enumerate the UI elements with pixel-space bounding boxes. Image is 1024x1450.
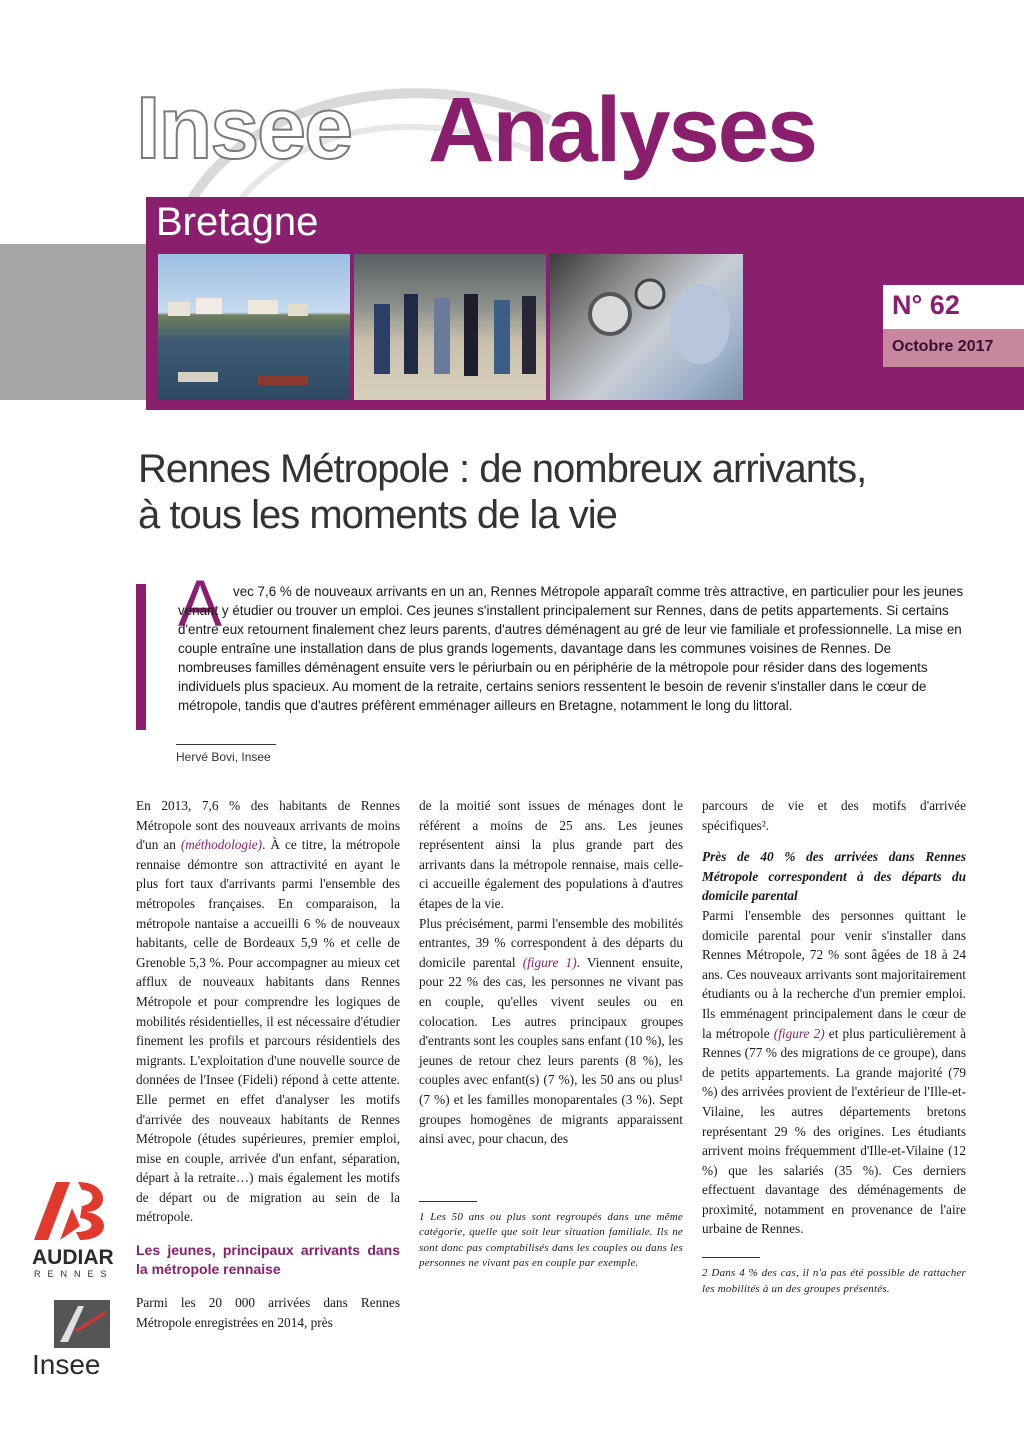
- footnote-rule: [702, 1257, 760, 1258]
- paragraph-groups: [419, 914, 683, 1149]
- paragraph-intro: [136, 796, 400, 1227]
- text-run: Parmi l'ensemble des personnes quittant le domicile parental pour venir s'installer dans Rennes Métropole, 72 % sont âgées de 18 à 24 ans. Ces nouveaux arrivants sont majoritairement étudiants ou à la recherche d'un premier emploi. Ils emménagent principalement dans le cœur de la métropole: [702, 907, 966, 1041]
- text-run: et plus particulièrement à Rennes (77 % des migrations de ce groupe), dans de petits appartements. La grande majorité (79 %) des arrivées provient de l'extérieur de l'Ille-et-Vilaine, les autres départements bretons représentant 29 % des origines. Les étudiants arrivent moins fréquemment d'Ille-et-Vilaine (12 %) que les salariés (35 %). Ces derniers effectuent davantage des déménagements de proximité, notamment en provenance de l'aire urbaine de Rennes.: [702, 1025, 966, 1237]
- text-run: Plus précisément, parmi l'ensemble des mobilités entrantes, 39 % correspondent à des départs du domicile parental: [419, 915, 683, 970]
- methodology-link[interactable]: (méthodologie): [180, 837, 263, 853]
- harbour-photo: [158, 254, 350, 400]
- issue-number: N° 62: [892, 290, 960, 320]
- author: Hervé Bovi, Insee: [176, 750, 271, 764]
- lead-text: vec 7,6 % de nouveaux arrivants en un an, Rennes Métropole apparaît comme très attractive, en particulier pour les jeunes venant y étudier ou trouver un emploi. Ces jeunes s'installent principalement sur Rennes, dans de petits appartements. Si certains d'entre eux retournent finalement chez leurs parents, d'autres déménagent au gré de leur vie familiale et professionnelle. La mise en couple entraîne une installation dans de plus grands logements, davantage dans les communes voisines de Rennes. De nombreuses familles déménagent ensuite vers le périurbain ou en périphérie de la métropole pour résider dans des logements individuels plus spacieux. Au moment de la retraite, certains seniors ressentent le besoin de revenir s'installer dans le cœur de métropole, tandis que d'autres préfèrent emménager ailleurs en Bretagne, notamment le long du littoral.: [178, 584, 964, 713]
- body-column-1: [136, 796, 400, 1332]
- masthead: [0, 0, 1024, 410]
- title-line-1: Rennes Métropole : de nombreux arrivants,: [138, 447, 867, 491]
- paragraph-arrivals: Parmi les 20 000 arrivées dans Rennes Métropole enregistrées en 2014, près: [136, 1295, 400, 1330]
- footnote-2: 2 Dans 4 % des cas, il n'a pas été possible de rattacher les mobilités à un des groupes présentés.: [702, 1267, 966, 1295]
- text-run: . Viennent ensuite, pour 22 % des cas, les personnes ne vivant pas en couple, qu'elles vivent seules ou en colocation. Les autres principaux groupes d'entrants sont les couples sans enfant (10 %), les jeunes de retour chez leurs parents (8 %), les couples avec enfant(s) (7 %), les 50 ans ou plus¹ (7 %) et les familles monoparentales (3 %). Sept groupes homogènes de migrants apparaissent ainsi avec, pour chacun, des: [419, 954, 683, 1147]
- figure-1-link[interactable]: (figure 1): [522, 954, 577, 970]
- brand-analyses: Analyses: [428, 79, 817, 181]
- paragraph-continuation: parcours de vie et des motifs d'arrivée spécifiques².: [702, 798, 966, 833]
- text-run: . À ce titre, la métropole rennaise démontre son attractivité en ayant le plus fort taux d'arrivants parmi l'ensemble des métropoles françaises. En comparaison, la métropole nantaise a accueilli 6 % de nouveaux habitants, celle de Bordeaux 5,9 % et celle de Grenoble 5,3 %. Pour accompagner au mieux cet afflux de nouveaux habitants dans Rennes Métropole et pour comprendre les logiques de mobilités résidentielles, il est nécessaire d'étudier finement les profils et parcours résidentiels des migrants. L'exploitation d'une nouvelle source de données de l'Insee (Fideli) répond à cette attente. Elle permet en effet d'analyser les motifs d'arrivée des nouveaux habitants de Rennes Métropole (études supérieures, premier emploi, mise en couple, arrivée d'un enfant, séparation, départ à la retraite…) mais également les motifs de départ ou de migration au sein de la métropole.: [136, 837, 400, 1225]
- article-title: [138, 446, 968, 538]
- lead-accent-bar: [136, 584, 146, 730]
- paragraph-young: de la moitié sont issues de ménages dont le référent a moins de 25 ans. Les jeunes représentent ainsi la plus grande part des arrivants dans la métropole rennaise, mais celle-ci accueille également des populations à d'autres étapes de la vie.: [419, 798, 683, 911]
- footnote-1: 1 Les 50 ans ou plus sont regroupés dans une même catégorie, quelle que soit leur situation familiale. Ils ne sont donc pas comptabilisés dans les couples ou dans les personnes ne vivant pas en couple par exemple.: [419, 1210, 683, 1270]
- figure-2-link[interactable]: (figure 2): [773, 1025, 825, 1041]
- brand-insee: Insee: [136, 78, 352, 177]
- region-label: Bretagne: [156, 200, 319, 244]
- audiar-city: RENNES: [34, 1269, 114, 1279]
- audiar-logo-icon: [30, 1178, 114, 1244]
- lead-paragraph: [178, 582, 968, 715]
- insee-logo-icon: [54, 1300, 110, 1348]
- author-rule: [176, 744, 276, 745]
- students-photo: [354, 254, 546, 400]
- lead-dropcap: A: [178, 566, 223, 640]
- title-line-2: à tous les moments de la vie: [138, 493, 617, 537]
- laboratory-photo: [550, 254, 743, 400]
- audiar-name: AUDIAR: [32, 1246, 114, 1269]
- insee-name: Insee: [32, 1349, 101, 1380]
- body-column-2: [419, 796, 683, 1272]
- issue-date: Octobre 2017: [892, 338, 994, 355]
- section-heading-1: Les jeunes, principaux arrivants dans la métropole rennaise: [136, 1242, 400, 1278]
- body-column-3: [702, 796, 966, 1297]
- text-run: En 2013, 7,6 % des habitants de Rennes Métropole sont des nouveaux arrivants de moins d'un an: [136, 798, 400, 853]
- footnote-rule: [419, 1201, 477, 1202]
- paragraph-parental: [702, 906, 966, 1239]
- section-heading-2: Près de 40 % des arrivées dans Rennes Métropole correspondent à des départs du domicile parental: [702, 849, 966, 904]
